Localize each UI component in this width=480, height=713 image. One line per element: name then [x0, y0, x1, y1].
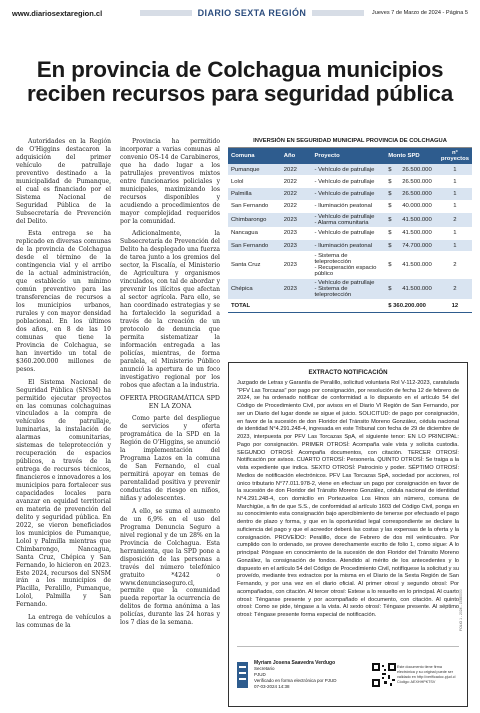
- signer-court: PJUD: [254, 672, 266, 677]
- cell-proyecto: [311, 188, 385, 200]
- article-column-2: [120, 138, 220, 632]
- paragraph: Autoridades en la Región de O'Higgins destacaron la adquisición del primer vehículo de patrullaje preventivo destinado a la municipalidad de Pumanque, el cual es financiado por el Sistema Nacional de Seguridad Pública de la Subsecretaría de Prevención del Delito.: [16, 138, 111, 225]
- cell-monto: [385, 227, 438, 239]
- cell-n-proyectos: 2: [438, 212, 472, 227]
- proyecto-line: - Sistema de teleprotección: [314, 286, 352, 299]
- proyecto-line: - Vehículo de patrullaje: [314, 280, 375, 287]
- cell-comuna: Pumanque: [228, 164, 281, 176]
- cell-proyecto: [311, 212, 385, 227]
- cell-n-proyectos: 1: [438, 164, 472, 176]
- cell-proyecto: [311, 227, 385, 239]
- proyecto-line: - Alarma comunitaria: [314, 219, 369, 226]
- table-row: [228, 188, 472, 200]
- paragraph: A ello, se suma el aumento de un 6,9% en el uso del Programa Denuncia Seguro a nivel regional y de un 28% en la Provincia de Colchagua. Esta herramienta, que la SPD pone a disposición de las personas a través del número telefónico gratuito *4242 o www.denunciaseguro.cl, permite que la comunidad pueda reportar la ocurrencia de delitos de forma anónima a las policías, durante las 24 horas y los 7 días de la semana.: [120, 507, 220, 627]
- currency-sign: $: [388, 286, 392, 293]
- cell-n-proyectos: 2: [438, 252, 472, 279]
- currency-sign: $: [388, 166, 392, 173]
- cell-n-proyectos: 1: [438, 176, 472, 188]
- cell-anio: 2023: [281, 212, 312, 227]
- notice-title: EXTRACTO NOTIFICACIÓN: [308, 369, 388, 376]
- total-label: TOTAL: [228, 300, 385, 313]
- proyecto-line: - Vehículo de patrullaje: [314, 166, 375, 173]
- amount-value: 41.500.000: [402, 262, 432, 269]
- table-row: [228, 200, 472, 212]
- total-amount: $ 360.200.000: [385, 300, 438, 313]
- table-header-row: [228, 148, 472, 164]
- investment-table: [228, 148, 472, 313]
- signature-block: [237, 646, 459, 699]
- cell-monto: [385, 188, 438, 200]
- cell-monto: [385, 212, 438, 227]
- signer-info: [254, 660, 366, 690]
- table-title: INVERSIÓN EN SEGURIDAD MUNICIPAL PROVINCIA DE COLCHAGUA: [228, 136, 472, 148]
- brand-bar: [140, 7, 364, 19]
- table-row: [228, 227, 472, 239]
- site-url[interactable]: www.diariosextaregion.cl: [12, 8, 103, 18]
- amount-value: 74.700.000: [402, 242, 432, 249]
- investment-table-box: [228, 136, 472, 313]
- cell-anio: 2022: [281, 164, 312, 176]
- col-header-comuna: Comuna: [228, 148, 281, 164]
- proyecto-line: - Recuperación espacio público: [314, 265, 377, 278]
- cell-monto: [385, 239, 438, 251]
- cell-monto: [385, 164, 438, 176]
- amount-value: 26.500.000: [402, 190, 432, 197]
- total-n: 12: [438, 300, 472, 313]
- cell-anio: 2022: [281, 200, 312, 212]
- proyecto-line: - Vehículo de patrullaje: [314, 178, 375, 185]
- table-row: [228, 176, 472, 188]
- col-header-anio: Año: [281, 148, 312, 164]
- cell-monto: [385, 200, 438, 212]
- cell-comuna: Chépica: [228, 279, 281, 300]
- proyecto-line: - Vehículo de patrullaje: [314, 190, 375, 197]
- cell-proyecto: [311, 164, 385, 176]
- signer-date: 07-03-2024 14:38: [254, 684, 290, 689]
- table-row: [228, 252, 472, 279]
- cell-anio: 2022: [281, 188, 312, 200]
- cell-n-proyectos: 2: [438, 279, 472, 300]
- cell-n-proyectos: 1: [438, 239, 472, 251]
- currency-sign: $: [388, 216, 392, 223]
- cell-monto: [385, 252, 438, 279]
- col-header-monto: Monto SPD: [385, 148, 438, 164]
- paragraph: Adicionalmente, la Subsecretaría de Prevención del Delito ha desplegado una fuerza de tarea junto a los gremios del sector, la Fiscalía, el Ministerio de Agricultura y organismos vinculados, con tal de abordar y prevenir los ilícitos que afectan al sector agrícola. Para ello, se han coordinado estrategias y se ha fortalecido la seguridad a través de la creación de un protocolo de denuncia que permita sistematizar la información entregada a las policías, mientras, de forma paralela, el Ministerio Público anunció la apertura de un foco investigativo regional por los robos que afectan a la industria.: [120, 230, 220, 389]
- col-header-n-proyectos: n° proyectos: [438, 148, 472, 164]
- article-column-1: [16, 138, 111, 635]
- proyecto-line: - Sistema de teleprotección: [314, 253, 352, 266]
- cell-n-proyectos: 1: [438, 200, 472, 212]
- amount-value: 26.500.000: [402, 178, 432, 185]
- currency-sign: $: [388, 190, 392, 197]
- cell-comuna: Lolol: [228, 176, 281, 188]
- cell-proyecto: [311, 252, 385, 279]
- cell-monto: [385, 176, 438, 188]
- cell-anio: 2023: [281, 252, 312, 279]
- cell-proyecto: [311, 200, 385, 212]
- cell-comuna: Chimbarongo: [228, 212, 281, 227]
- notice-side-code: [459, 513, 465, 631]
- headline: En provincia de Colchagua municipios reciben recursos para seguridad pública: [26, 57, 454, 106]
- paragraph: El Sistema Nacional de Seguridad Pública (SNSM) ha permitido ejecutar proyectos en las comunas colchaguinas vinculados a la compra de vehículos de patrullaje, luminarias, la instalación de alarmas comunitarias, sistemas de teleprotección y recuperación de espacios públicos, a través de la entrega de recursos técnicos, financieros e innovadores a los municipios para fortalecer sus capacidades locales para avanzar en equidad territorial en materia de prevención del delito y seguridad pública. En 2022, se vieron beneficiados los municipios de Pumanque, Lolol y Palmilla mientras que Chimbarongo, Nancagua, Santa Cruz, Chépica y San Fernando, lo hicieron en 2023. Este 2024, recursos del SNSM irán a los municipios de Placilla, Peralillo, Pumanque, Lolol, Palmilla y San Fernando.: [16, 378, 111, 609]
- masthead: [12, 6, 468, 20]
- table-total-row: [228, 300, 472, 313]
- table-row: [228, 164, 472, 176]
- cell-comuna: Palmilla: [228, 188, 281, 200]
- table-row: [228, 279, 472, 300]
- cell-anio: 2023: [281, 279, 312, 300]
- amount-value: 41.500.000: [402, 216, 432, 223]
- signer-role: Secretario: [254, 666, 275, 671]
- verification-text: Este documento tiene firma electrónica y su original puede ser validado en http://verificadoc.pjud.cl Código: AEXHHPKTSV: [397, 665, 456, 684]
- paragraph: Como parte del despliegue de servicios y oferta programática de la SPD en la Región de O'Higgins, se anunció la implementación del Programa Lazos en la comuna de San Fernando, el cual permitirá apoyar en temas de parentalidad positiva y prevenir conductas de riesgo en niños, niñas y adolescentes.: [120, 415, 220, 502]
- proyecto-line: - Vehículo de patrullaje: [314, 230, 375, 237]
- currency-sign: $: [388, 178, 392, 185]
- notice-body: Juzgado de Letras y Garantía de Peralillo, solicitud voluntaria Rol V-112-2023, caratulada "PFV Las Torcazas" por pago por consignación, por resolución de fecha 12 de febrero de 2024, se ha ordenado notificar de conformidad a lo dispuesto en el artículo 54 del Código de Procedimiento Civil, por avisos en el Diario VI Región de San Fernando, por ser un Diario del lugar donde se sigue el juicio. SOLICITUD: de pago por consignación, en favor de la sucesión de don Floridor del Tránsito Moreno González, cédula nacional de identidad N°4.291.248-4, ingresada en este Tribunal con fecha de 29 de diciembre de 2023, interpuesta por PFV Las Torcazas SpA, el siguiente tenor: EN LO PRINCIPAL: Pago por consignación. PRIMER OTROSÍ: Acompaña vale vista y solicita custodia. SEGUNDO OTROSÍ: Acompaña documentos, con citación. TERCER OTROSÍ: Notificación por avisos. CUARTO OTROSÍ: Personería. QUINTO OTROSÍ: Se traiga a la vista expediente que indica. SEXTO OTROSÍ: Patrocinio y poder. SÉPTIMO OTROSÍ: Medios de notificación electrónicos. PFV Las Torcazas SpA, sociedad por acciones, rol único tributario N°77.011.978-2, viene en efectuar un pago por consignación en favor de la sucesión de don Floridor del Tránsito Moreno González, cédula nacional de identidad N°4.291.248-4, con domicilio en Portezuelos Los Hinos sin número, comuna de Marchigüe, a fin de que S.S., de conformidad al artículo 1603 del Código Civil, ponga en su conocimiento esta consignación bajo apercibimiento de tenerse por efectuado el pago dentro de plazo y forma, y que en la oportunidad legal correspondiente se declare la suficiencia del pago y que el acreedor deberá las costas y las expensas de la oferta y la consignación. PROVEÍDO: Peralillo, doce de Febrero de dos mil veinticuatro. Por cumplido con lo ordenado, se provee derechamente escrito de folio 1, como sigue: A lo principal: Póngase en conocimiento de la sucesión de don Floridor del Tránsito Moreno González, la consignación de fondos. Atendido al mérito de los antecedentes y lo dispuesto en el artículo 54 del Código de Procedimiento Civil, notifíquese la solicitud y su proveído, mediante tres extractos por la misma en el Diario de la Sexta Región de San Fernando, y por una vez en el diario oficial. Al primer otrosí y segundo otrosí: Por acompañados, con citación. Al tercer otrosí: Estese a lo resuelto en lo principal. Al cuarto otrosí: Ténganse presente y por acompañado el documento, con citación. Al quinto otrosí: Como se pide, téngase a la vista. Al sexto otrosí: Téngase presente. Al séptimo otrosí: Téngase presente forma especial de notificación.: [237, 380, 459, 619]
- cell-n-proyectos: 1: [438, 188, 472, 200]
- currency-sign: $: [388, 230, 392, 237]
- cell-comuna: Santa Cruz: [228, 252, 281, 279]
- cell-comuna: San Fernando: [228, 200, 281, 212]
- brand-name: DIARIO SEXTA REGIÓN: [192, 8, 313, 18]
- signer-note: Verificado en forma electrónica por PJUD: [254, 678, 337, 683]
- cell-comuna: Nancagua: [228, 227, 281, 239]
- pjud-stripe-icon: [237, 662, 248, 688]
- dateline: Jueves 7 de Marzo de 2024 - Página 5: [371, 10, 468, 16]
- col-header-proyecto: Proyecto: [311, 148, 385, 164]
- cell-anio: 2022: [281, 176, 312, 188]
- amount-value: 26.500.000: [402, 166, 432, 173]
- proyecto-line: - Iluminación peatonal: [314, 203, 373, 210]
- cell-n-proyectos: 1: [438, 227, 472, 239]
- proyecto-line: - Vehículo de patrullaje: [314, 213, 375, 220]
- currency-sign: $: [388, 262, 392, 269]
- amount-value: 40.000.000: [402, 203, 432, 210]
- cell-proyecto: [311, 279, 385, 300]
- currency-sign: $: [388, 242, 392, 249]
- amount-value: 41.500.000: [402, 286, 432, 293]
- qr-code-icon[interactable]: [371, 662, 397, 688]
- signer-name: Myriam Josena Saavedra Verdugo: [254, 660, 336, 666]
- section-subhead: OFERTA PROGRAMÁTICA SPD EN LA ZONA: [120, 394, 220, 410]
- currency-sign: $: [388, 203, 392, 210]
- cell-anio: 2023: [281, 227, 312, 239]
- amount-value: 41.500.000: [402, 230, 432, 237]
- side-code-text: FOLIO 1 - 2024 - 15380000: [459, 589, 463, 631]
- cell-proyecto: [311, 176, 385, 188]
- paragraph: La entrega de vehículos a las comunas de la: [16, 614, 111, 630]
- paragraph: Provincia ha permitido incorporar a varias comunas al convenio OS-14 de Carabineros, que ha dado lugar a los patrullajes preventivos mixtos entre funcionarios policiales y municipales, maximizando los recursos disponibles y acudiendo a procedimientos de mayor complejidad requeridos por la comunidad.: [120, 138, 220, 225]
- cell-comuna: San Fernando: [228, 239, 281, 251]
- table-row: [228, 212, 472, 227]
- legal-notice: [228, 362, 468, 707]
- proyecto-line: - Iluminación peatonal: [314, 242, 373, 249]
- cell-anio: 2023: [281, 239, 312, 251]
- table-row: [228, 239, 472, 251]
- cell-proyecto: [311, 239, 385, 251]
- paragraph: Esta entrega se ha replicado en diversas comunas de la provincia de Colchagua desde el término de la contingencia vial y el arribo de la actual administración, que establecío un mínimo común preventivo para las transferencias de recursos a los municipios urbanos, rurales y con mayor densidad poblacional. En los últimos dos años, en 8 de las 10 comunas que tiene la Provincia de Colchagua, se han invertido un total de $360.200.000 millones de pesos.: [16, 230, 111, 373]
- cell-monto: [385, 279, 438, 300]
